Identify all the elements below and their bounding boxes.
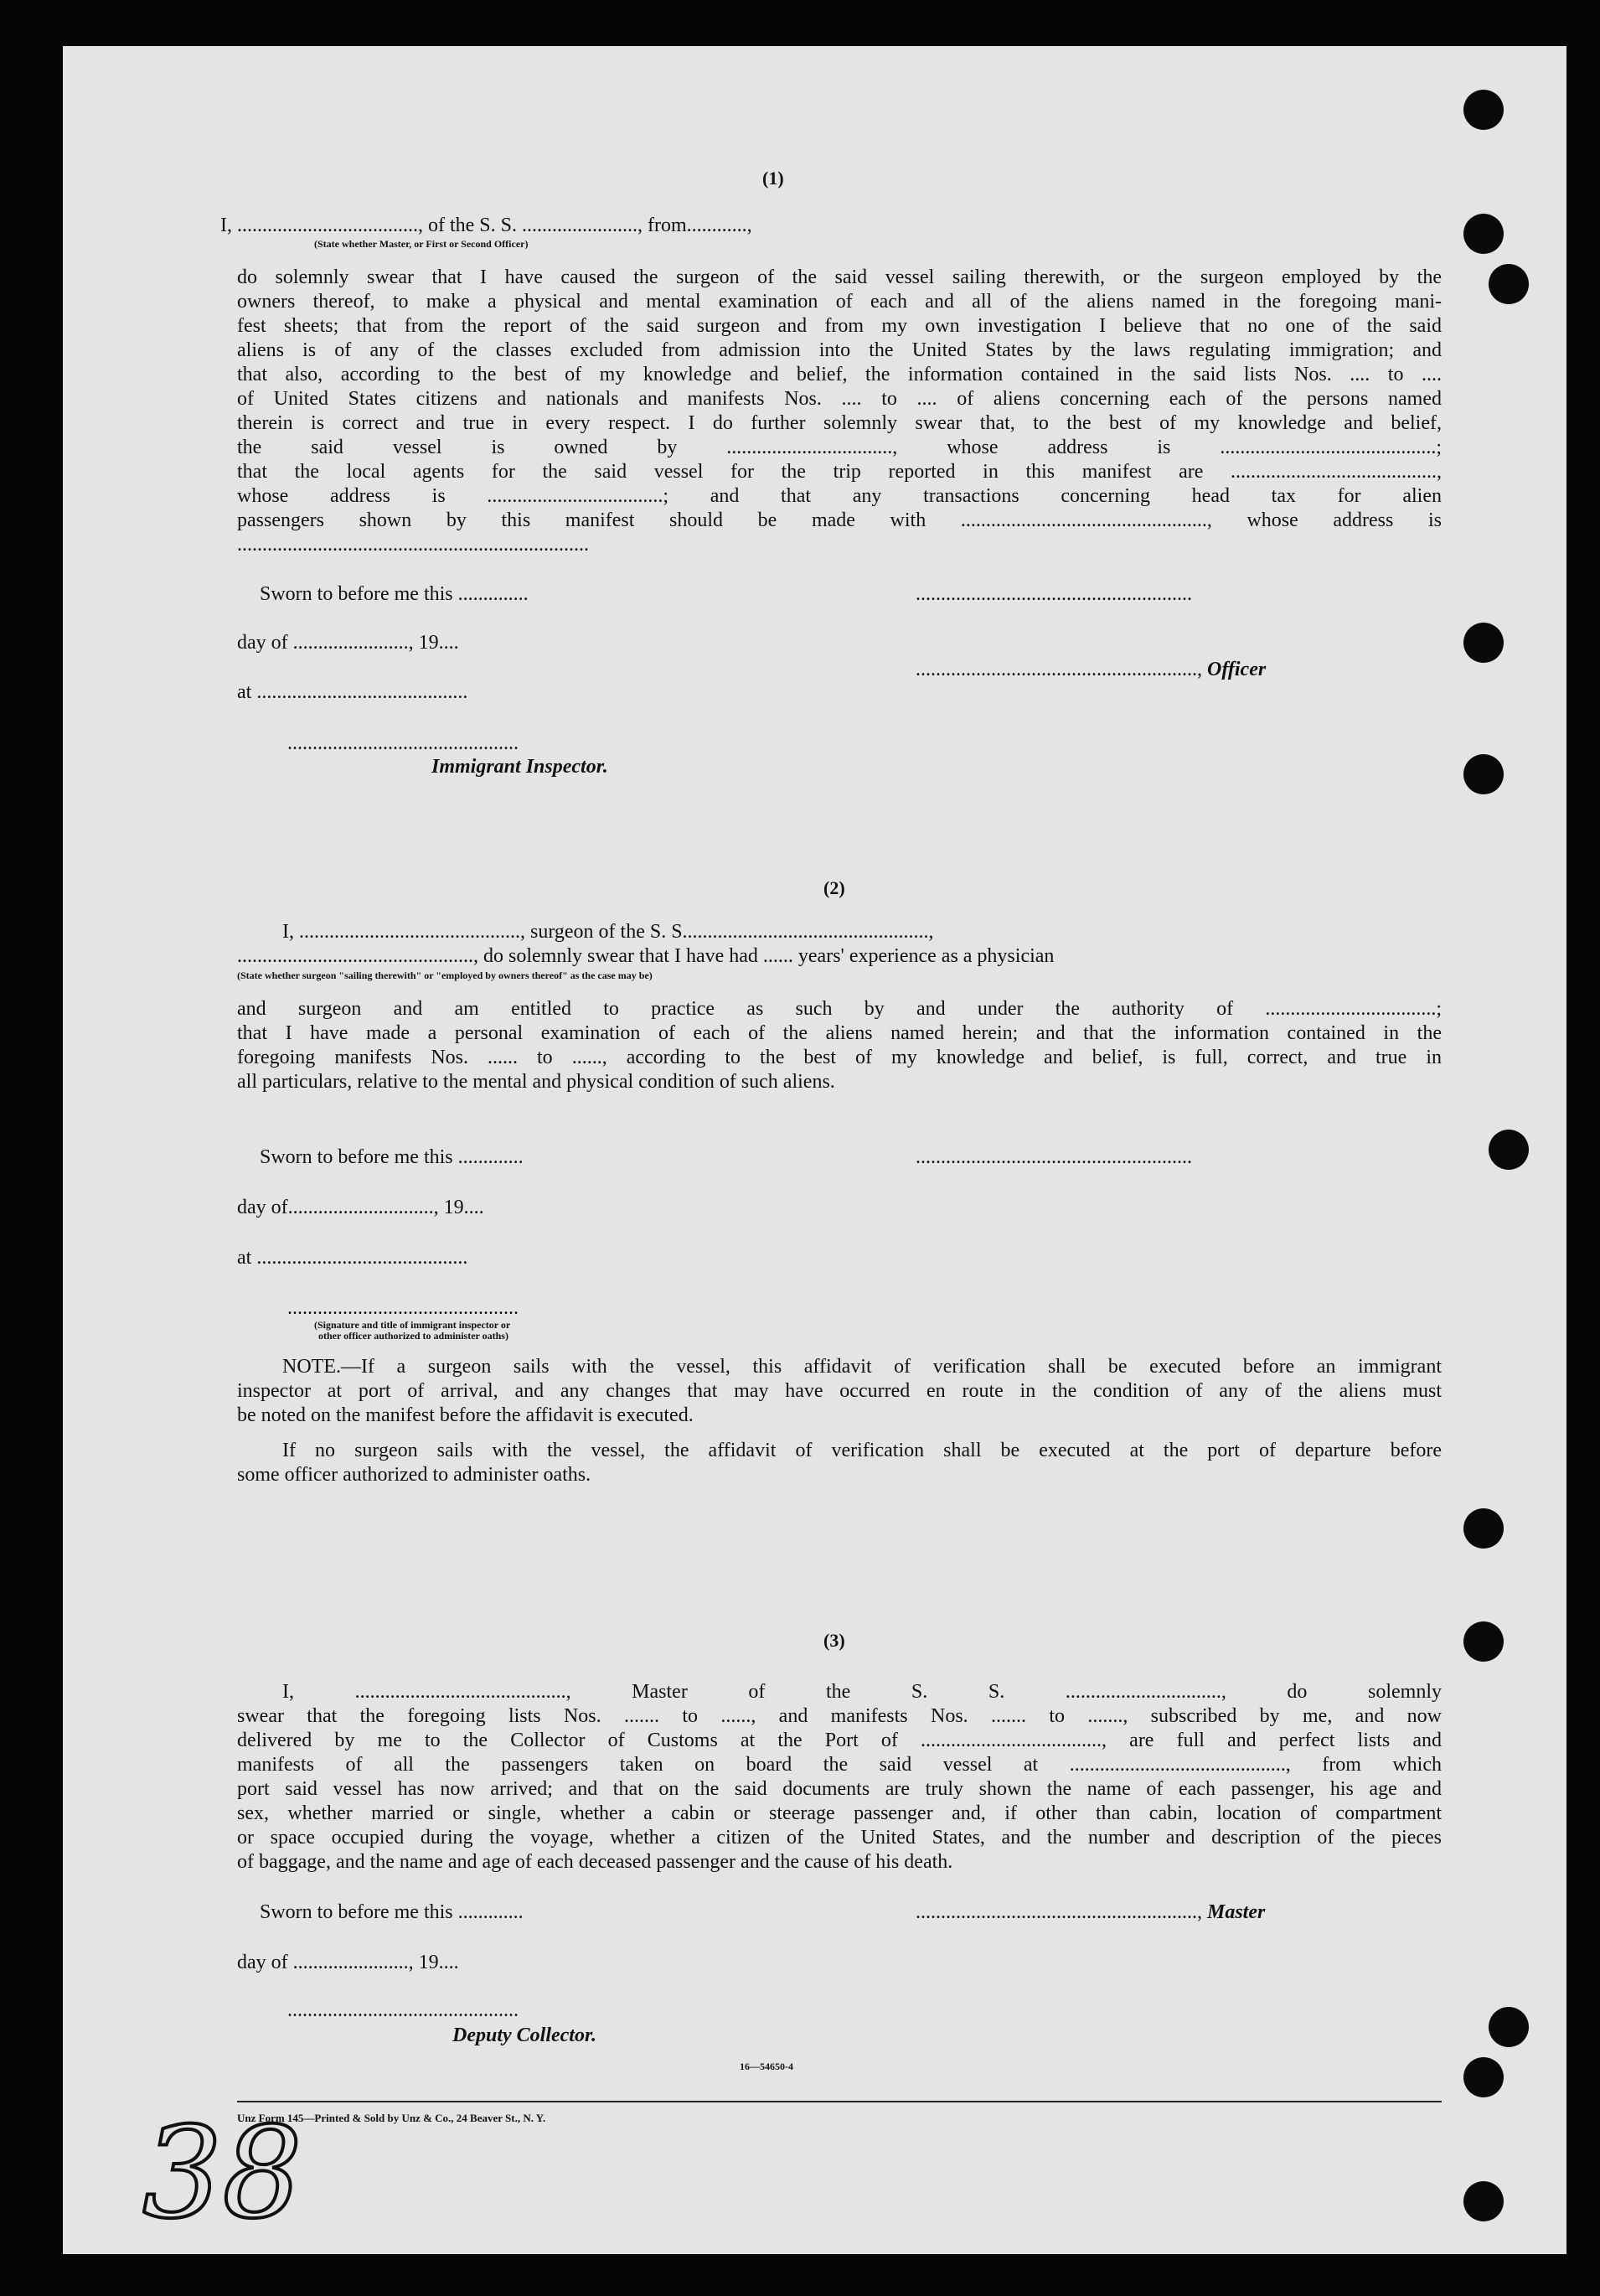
affidavit-line: all particulars, relative to the mental and physical condition of such aliens.	[237, 1071, 835, 1093]
affidavit-line: aliens is of any of the classes excluded from admission into the United States by the laws regulating immigration; and	[237, 339, 1442, 361]
oath-line: I, ...................................., of the S. S. ......................., from............,	[220, 215, 752, 236]
sworn-line: Sworn to before me this .............	[260, 1901, 524, 1923]
section-number: (3)	[823, 1630, 845, 1651]
note-line: some officer authorized to administer oaths.	[237, 1464, 591, 1486]
inspector-title: Immigrant Inspector.	[431, 756, 608, 778]
at-line: at ..........................................	[237, 1247, 468, 1269]
punch-hole	[1489, 1130, 1529, 1170]
affidavit-line: that I have made a personal examination of each of the aliens named herein; and that the information contained in the	[237, 1022, 1442, 1044]
affidavit-line: owners thereof, to make a physical and mental examination of each and all of the aliens named in the foregoing mani-	[237, 291, 1442, 313]
note-line: inspector at port of arrival, and any changes that may have occurred en route in the condition of any of the aliens must	[237, 1380, 1442, 1402]
affidavit-line: foregoing manifests Nos. ...... to ......, according to the best of my knowledge and belief, is full, correct, and true in	[237, 1047, 1442, 1068]
punch-hole	[1463, 1621, 1504, 1662]
master-title: Master	[1207, 1901, 1266, 1923]
footer-rule	[237, 2101, 1442, 2102]
punch-hole	[1463, 214, 1504, 254]
affidavit-line: sex, whether married or single, whether a cabin or steerage passenger and, if other than cabin, location of compartment	[237, 1802, 1442, 1824]
day-line: day of............................., 19....	[237, 1197, 484, 1218]
field-note: (State whether Master, or First or Second Officer)	[314, 238, 529, 250]
sworn-line: Sworn to before me this .............	[260, 1146, 524, 1168]
affidavit-line: do solemnly swear that I have caused the surgeon of the said vessel sailing therewith, or the surgeon employed by the	[237, 266, 1442, 288]
affidavit-line: delivered by me to the Collector of Customs at the Port of ...................................., are full and perfect lists and	[237, 1730, 1442, 1751]
form-number: 16—54650-4	[740, 2061, 793, 2072]
signature-line: .......................................................	[916, 1146, 1192, 1168]
master-line	[916, 1900, 1265, 1925]
officer-dots: ........................................................,	[916, 659, 1207, 680]
punch-hole	[1463, 2181, 1504, 2221]
signature-line: .......................................................	[916, 583, 1192, 605]
sworn-line: Sworn to before me this ..............	[260, 583, 529, 605]
section-number: (1)	[762, 168, 784, 189]
officer-line	[916, 658, 1266, 682]
officer-title: Officer	[1207, 659, 1267, 680]
note-line: If no surgeon sails with the vessel, the affidavit of verification shall be executed at the port of departure before	[282, 1440, 1442, 1461]
affidavit-line: port said vessel has now arrived; and that on the said documents are truly shown the name of each passenger, his age and	[237, 1778, 1442, 1800]
inspector-dots: ..............................................	[287, 732, 519, 754]
affidavit-line: fest sheets; that from the report of the said surgeon and from my own investigation I believe that no one of the said	[237, 315, 1442, 337]
section-number: (2)	[823, 877, 845, 898]
document-page	[63, 46, 1566, 2254]
punch-hole	[1463, 90, 1504, 130]
affidavit-line: manifests of all the passengers taken on board the said vessel at ..........................................., from which	[237, 1754, 1442, 1776]
affidavit-line: therein is correct and true in every respect. I do further solemnly swear that, to the best of my knowledge and belief,	[237, 412, 1442, 434]
signature-note: other officer authorized to administer oaths)	[318, 1330, 508, 1342]
affidavit-line: or space occupied during the voyage, whether a citizen of the United States, and the number and description of the pieces	[237, 1827, 1442, 1849]
affidavit-line: that also, according to the best of my knowledge and belief, the information contained in the said lists Nos. .... to ....	[237, 364, 1442, 385]
affidavit-line: passengers shown by this manifest should be made with ................................................., whose address is	[237, 509, 1442, 531]
footer-imprint: Unz Form 145—Printed & Sold by Unz & Co., 24 Beaver St., N. Y.	[237, 2112, 546, 2124]
affidavit-line: of United States citizens and nationals and manifests Nos. .... to .... of aliens concerning each of the persons named	[237, 388, 1442, 410]
at-line: at ..........................................	[237, 681, 468, 703]
punch-hole	[1463, 623, 1504, 663]
affidavit-line: and surgeon and am entitled to practice as such by and under the authority of ..................................;	[237, 998, 1442, 1020]
signature-note: (Signature and title of immigrant inspector or	[314, 1319, 511, 1331]
day-line: day of ......................., 19....	[237, 632, 459, 654]
master-dots: ........................................................,	[916, 1901, 1207, 1923]
affidavit-line: whose address is ...................................; and that any transactions concerning head tax for alien	[237, 485, 1442, 507]
punch-hole	[1463, 754, 1504, 794]
field-note: (State whether surgeon "sailing therewith" or "employed by owners thereof" as the case may be)	[237, 970, 653, 981]
collector-dots: ..............................................	[287, 1999, 519, 2021]
punch-hole	[1463, 1508, 1504, 1549]
collector-title: Deputy Collector.	[452, 2025, 596, 2046]
day-line: day of ......................., 19....	[237, 1952, 459, 1973]
note-line: NOTE.—If a surgeon sails with the vessel, this affidavit of verification shall be executed before an immigrant	[282, 1356, 1442, 1378]
punch-hole	[1489, 2007, 1529, 2047]
punch-hole	[1489, 264, 1529, 304]
note-line: be noted on the manifest before the affidavit is executed.	[237, 1404, 694, 1426]
affidavit-line: ......................................................................	[237, 534, 589, 556]
affidavit-line: swear that the foregoing lists Nos. ....... to ......, and manifests Nos. ....... to ......., subscribed by me, and now	[237, 1705, 1442, 1727]
inspector-dots: ..............................................	[287, 1297, 519, 1319]
affidavit-line: that the local agents for the said vessel for the trip reported in this manifest are .........................................,	[237, 461, 1442, 483]
surgeon-line: I, ............................................, surgeon of the S. S.................................................,	[282, 921, 934, 943]
affidavit-line: I, .........................................., Master of the S. S. ..............................., do solemnly	[282, 1681, 1442, 1703]
handwritten-number-text: 38	[142, 2101, 302, 2242]
affidavit-line: of baggage, and the name and age of each deceased passenger and the cause of his death.	[237, 1851, 953, 1873]
surgeon-line: ..............................................., do solemnly swear that I have had ...... years' experience as a physician	[237, 945, 1055, 967]
punch-hole	[1463, 2057, 1504, 2097]
affidavit-line: the said vessel is owned by ................................., whose address is ...........................................;	[237, 437, 1442, 458]
handwritten-number	[142, 2099, 360, 2242]
